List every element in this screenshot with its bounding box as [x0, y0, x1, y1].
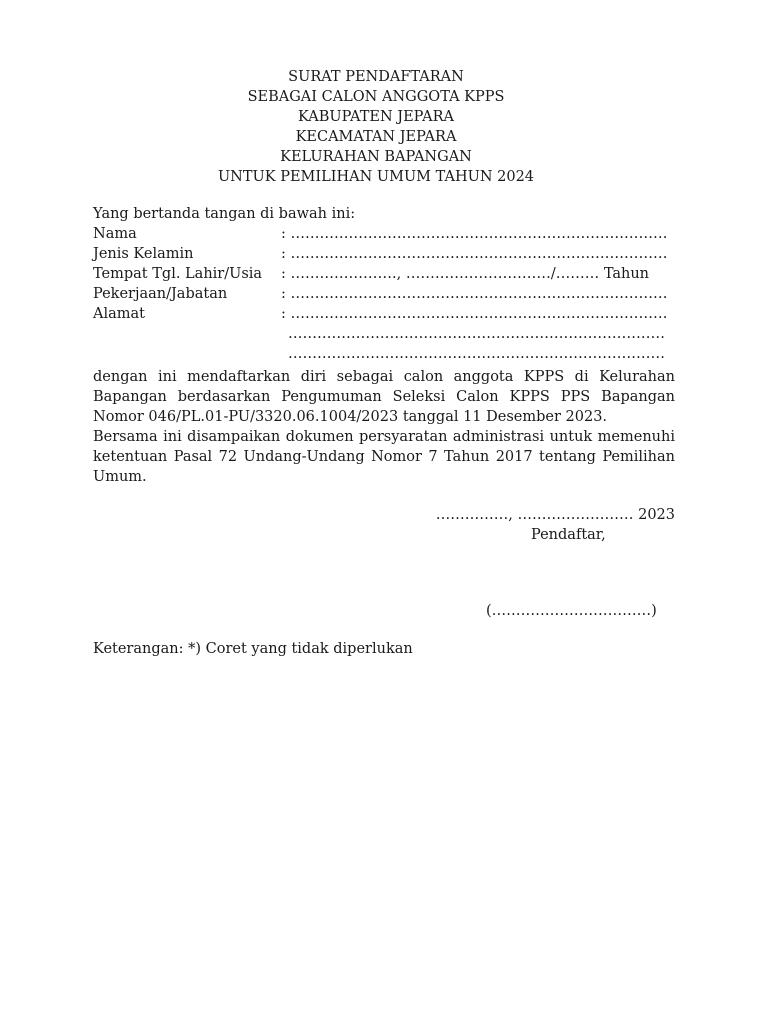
field-value-nama: : ……………………………………………………………………	[281, 226, 668, 242]
field-row-pekerjaan	[93, 284, 675, 304]
applicant-fields	[93, 224, 675, 364]
header-line-village: KELURAHAN BAPANGAN	[280, 149, 472, 165]
registration-letter	[93, 67, 675, 659]
header-line-title: SURAT PENDAFTARAN	[288, 69, 464, 85]
header-line-position: SEBAGAI CALON ANGGOTA KPPS	[247, 89, 505, 105]
signer-role: Pendaftar,	[531, 527, 606, 543]
field-value-tempat-tgl-lahir: : …………………., …………………………/……… Tahun	[281, 266, 650, 282]
field-value-jenis-kelamin: : ……………………………………………………………………	[281, 246, 668, 262]
field-label-nama: Nama	[93, 226, 137, 242]
header-line-election: UNTUK PEMILIHAN UMUM TAHUN 2024	[217, 169, 535, 185]
field-row-jenis-kelamin	[93, 244, 675, 264]
address-line-3: ……………………………………………………………………	[288, 346, 665, 362]
field-value-alamat: : ……………………………………………………………………	[281, 306, 668, 322]
header-line-district: KECAMATAN JEPARA	[295, 129, 457, 145]
field-row-tempat-tgl-lahir	[93, 264, 675, 284]
field-label-pekerjaan: Pekerjaan/Jabatan	[93, 286, 228, 302]
registration-statement: dengan ini mendaftarkan diri sebagai calon anggota KPPS di Kelurahan Bapangan berdasarkan Pengumuman Seleksi Calon KPPS PPS Bapangan Nomor 046/PL.01-PU/3320.06.1004/2023 tanggal 11 Desember 2023.	[93, 369, 675, 425]
field-label-jenis-kelamin: Jenis Kelamin	[93, 246, 194, 262]
letter-header	[77, 67, 675, 187]
intro-text: Yang bertanda tangan di bawah ini:	[93, 206, 356, 222]
address-line-2: ……………………………………………………………………	[288, 326, 665, 342]
field-row-alamat	[93, 304, 675, 324]
signature-name-placeholder: (……………………………)	[486, 603, 657, 619]
place-date-line: ……………, …………………… 2023	[435, 507, 675, 523]
footnote: Keterangan: *) Coret yang tidak diperlukan	[93, 641, 413, 657]
field-label-tempat-tgl-lahir: Tempat Tgl. Lahir/Usia	[93, 266, 263, 282]
header-line-regency: KABUPATEN JEPARA	[298, 109, 454, 125]
field-label-alamat: Alamat	[93, 306, 145, 322]
field-row-nama	[93, 224, 675, 244]
field-value-pekerjaan: : ……………………………………………………………………	[281, 286, 668, 302]
documents-statement: Bersama ini disampaikan dokumen persyaratan administrasi untuk memenuhi ketentuan Pasal 72 Undang-Undang Nomor 7 Tahun 2017 tentang Pemilihan Umum.	[93, 429, 675, 485]
